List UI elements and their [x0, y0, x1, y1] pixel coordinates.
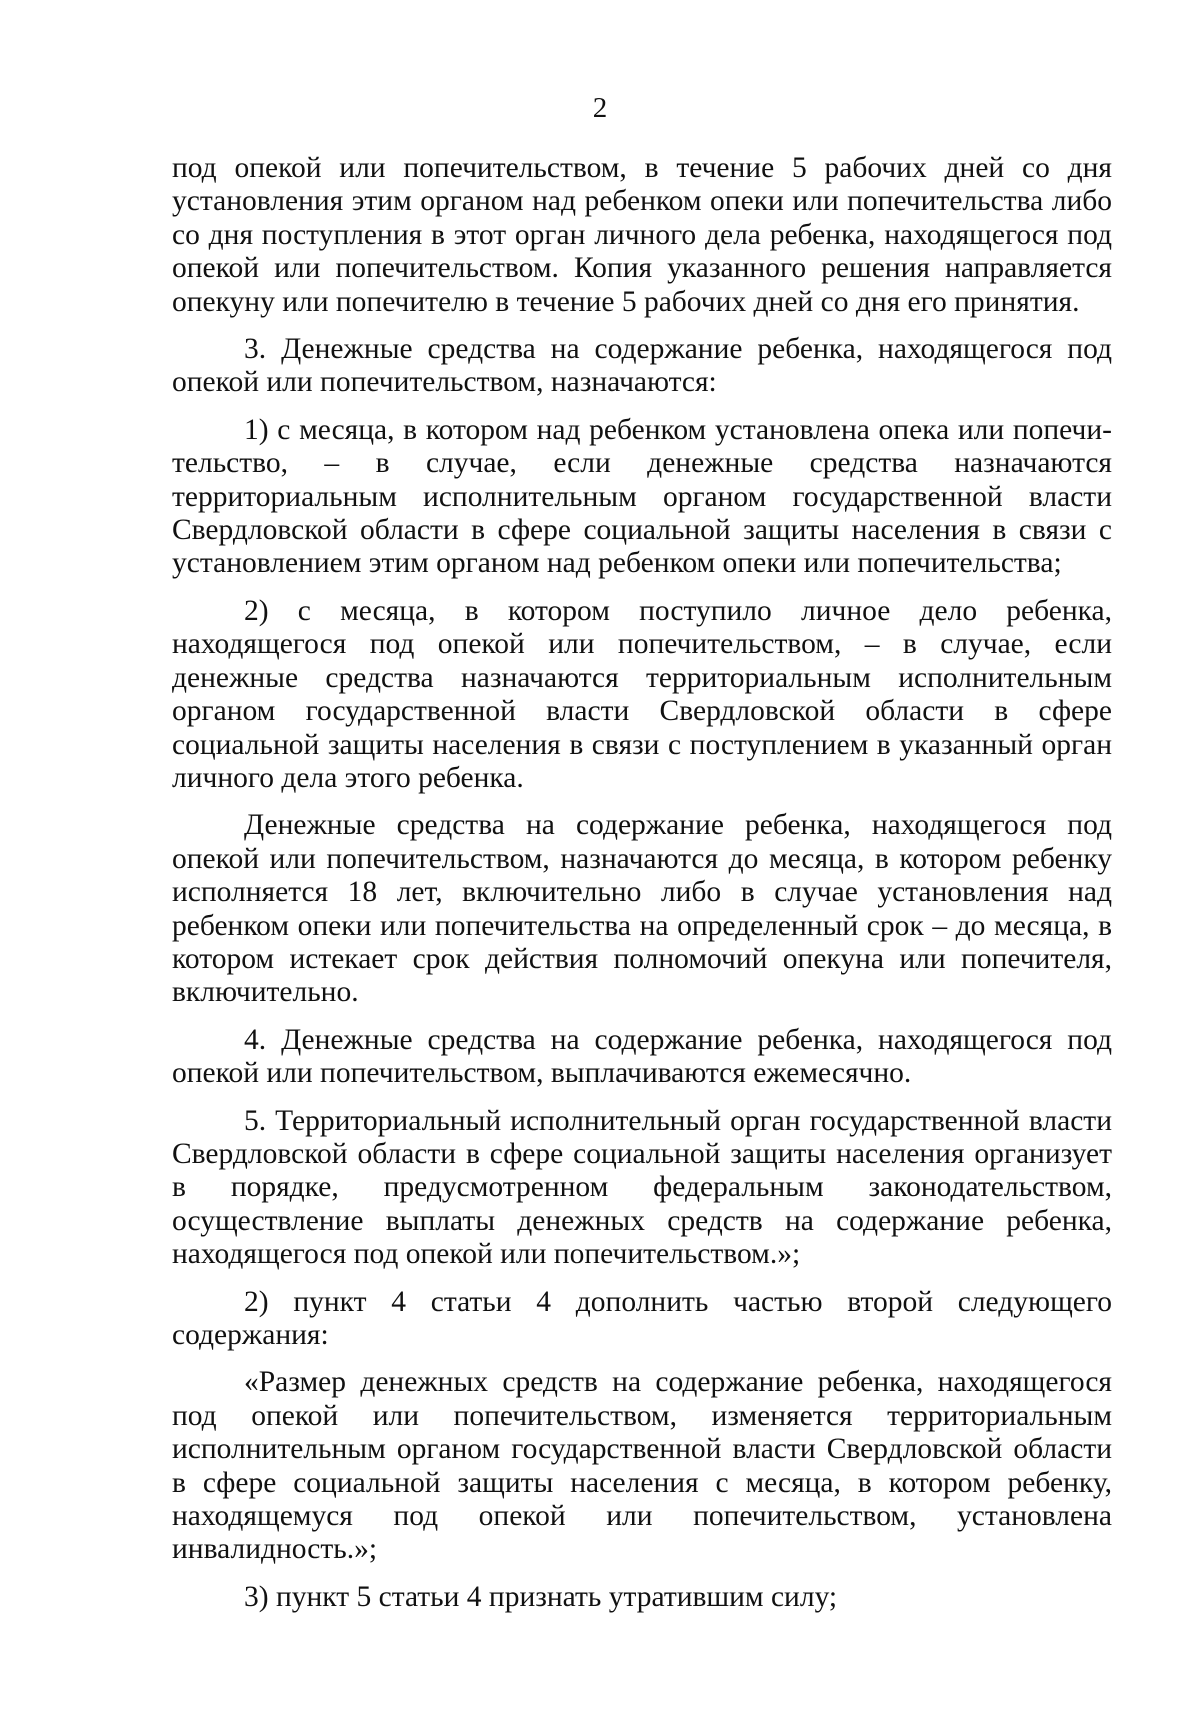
- paragraph-item-3: 3. Денежные средства на содержание ребенка, находящегося под опекой или попечительством, назначаются:: [172, 333, 1112, 399]
- paragraph-amendment-2: 2) пункт 4 статьи 4 дополнить частью второй следующего содержания:: [172, 1285, 1112, 1351]
- paragraph-subitem-1: 1) с месяца, в котором над ребенком установлена опека или попечительство, – в случае, если денежные средства назначаются территориальным исполнительным органом государственной власти Свердловской области в сфере социальной защиты населения в связи с установлением этим органом над ребенком опеки или попечительства;: [172, 413, 1112, 580]
- paragraph-subitem-2: 2) с месяца, в котором поступило личное дело ребенка, находящегося под опекой или попечительством, – в случае, если денежные средства назначаются территориальным исполнительным органом государственной власти Свердловской области в сфере социальной защиты населения в связи с поступлением в указанный орган личного дела этого ребенка.: [172, 594, 1112, 794]
- document-body: [172, 152, 1112, 1628]
- paragraph-item-5: 5. Территориальный исполнительный орган государственной власти Свердловской области в сфере социальной защиты населения организует в порядке, предусмотренном федеральным законодательством, осуществление выплаты денежных средств на содержание ребенка, находящегося под опекой или попечительством.»;: [172, 1104, 1112, 1271]
- paragraph-item-4: 4. Денежные средства на содержание ребенка, находящегося под опекой или попечительством, выплачиваются ежемесячно.: [172, 1023, 1112, 1090]
- page-number: 2: [592, 92, 608, 124]
- paragraph-quoted-text: «Размер денежных средств на содержание ребенка, находящегося под опекой или попечительством, изменяется территориальным исполнительным органом государственной власти Свердловской области в сфере социальной защиты населения с месяца, в котором ребенку, находящемуся под опекой или попечительством, установлена инвалидность.»;: [172, 1366, 1112, 1566]
- paragraph-continuation: под опекой или попечительством, в течение 5 рабочих дней со дня установления этим органом над ребенком опеки или попечительства либо со дня поступления в этот орган личного дела ребенка, находящегося под опекой или попечительством. Копия указанного решения направляется опекуну или попечителю в течение 5 рабочих дней со дня его принятия.: [172, 152, 1112, 318]
- paragraph-duration: Денежные средства на содержание ребенка, находящегося под опекой или попечительством, назначаются до месяца, в котором ребенку исполняется 18 лет, включительно либо в случае установления над ребенком опеки или попечительства на определенный срок – до месяца, в котором истекает срок действия полномочий опекуна или попечителя, включительно.: [172, 809, 1112, 1009]
- paragraph-amendment-3: 3) пункт 5 статьи 4 признать утратившим силу;: [244, 1580, 838, 1613]
